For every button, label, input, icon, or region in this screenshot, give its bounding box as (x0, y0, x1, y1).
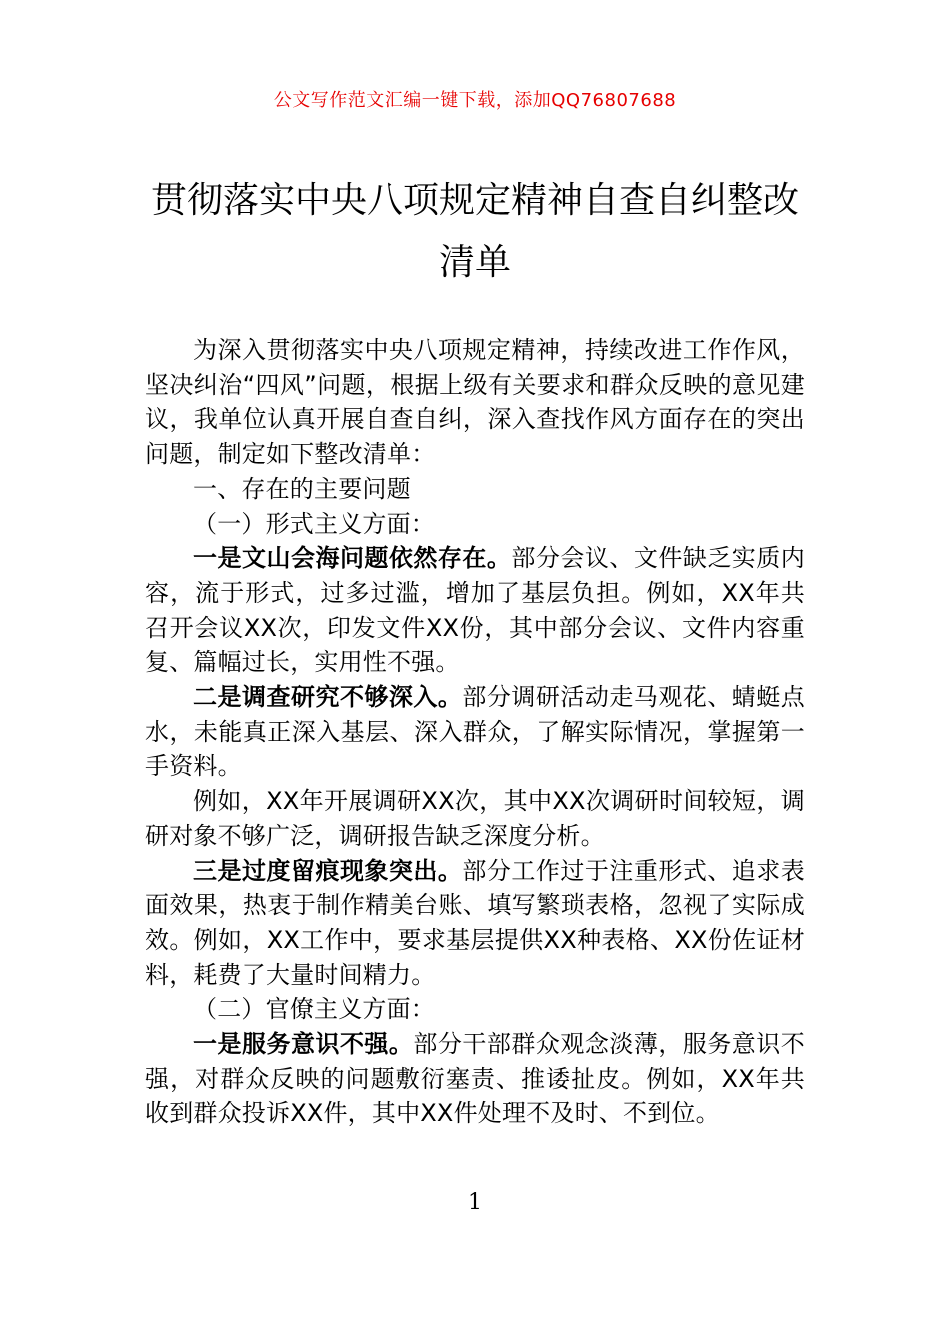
subsection-heading-formalism: （一）形式主义方面： (193, 509, 435, 538)
subsection-heading-bureaucracy: （二）官僚主义方面： (193, 995, 435, 1024)
problem-item-text: 部分调研活动走马观花、蜻蜓点水，未能真正深入基层、深入群众，了解实际情况，掌握第一手资料。 (145, 683, 805, 781)
download-notice: 公文写作范文汇编一键下载，添加QQ76807688 (273, 90, 677, 111)
problem-item-service (145, 1027, 805, 1131)
section-heading-problems: 一、存在的主要问题 (193, 474, 411, 503)
problem-item-lead: 一是服务意识不强。 (193, 1030, 414, 1059)
problem-item-lead: 一是文山会海问题依然存在。 (193, 544, 512, 573)
document-body (145, 333, 805, 1131)
problem-item-meetings (145, 541, 805, 680)
problem-item-records (145, 854, 805, 993)
page-number: 1 (468, 1190, 482, 1215)
problem-item-text: 部分会议、文件缺乏实质内容，流于形式，过多过滥，增加了基层负担。例如，XX年共召开会议XX次，印发文件XX份，其中部分会议、文件内容重复、篇幅过长，实用性不强。 (145, 544, 805, 677)
problem-item-lead: 二是调查研究不够深入。 (193, 683, 463, 712)
problem-item-research (145, 680, 805, 784)
intro-paragraph: 为深入贯彻落实中央八项规定精神，持续改进工作作风，坚决纠治“四风”问题，根据上级有关要求和群众反映的意见建议，我单位认真开展自查自纠，深入查找作风方面存在的突出问题，制定如下整改清单： (145, 336, 805, 469)
problem-item-research-example: 例如，XX年开展调研XX次，其中XX次调研时间较短，调研对象不够广泛，调研报告缺乏深度分析。 (145, 787, 805, 850)
problem-item-lead: 三是过度留痕现象突出。 (193, 856, 463, 885)
document-title: 贯彻落实中央八项规定精神自查自纠整改清单 (150, 180, 799, 283)
problem-item-text: 部分工作过于注重形式、追求表面效果，热衷于制作精美台账、填写繁琐表格，忽视了实际成效。例如，XX工作中，要求基层提供XX种表格、XX份佐证材料，耗费了大量时间精力。 (145, 856, 805, 989)
problem-item-text: 部分干部群众观念淡薄，服务意识不强，对群众反映的问题敷衍塞责、推诿扯皮。例如，XX年共收到群众投诉XX件，其中XX件处理不及时、不到位。 (145, 1030, 805, 1128)
